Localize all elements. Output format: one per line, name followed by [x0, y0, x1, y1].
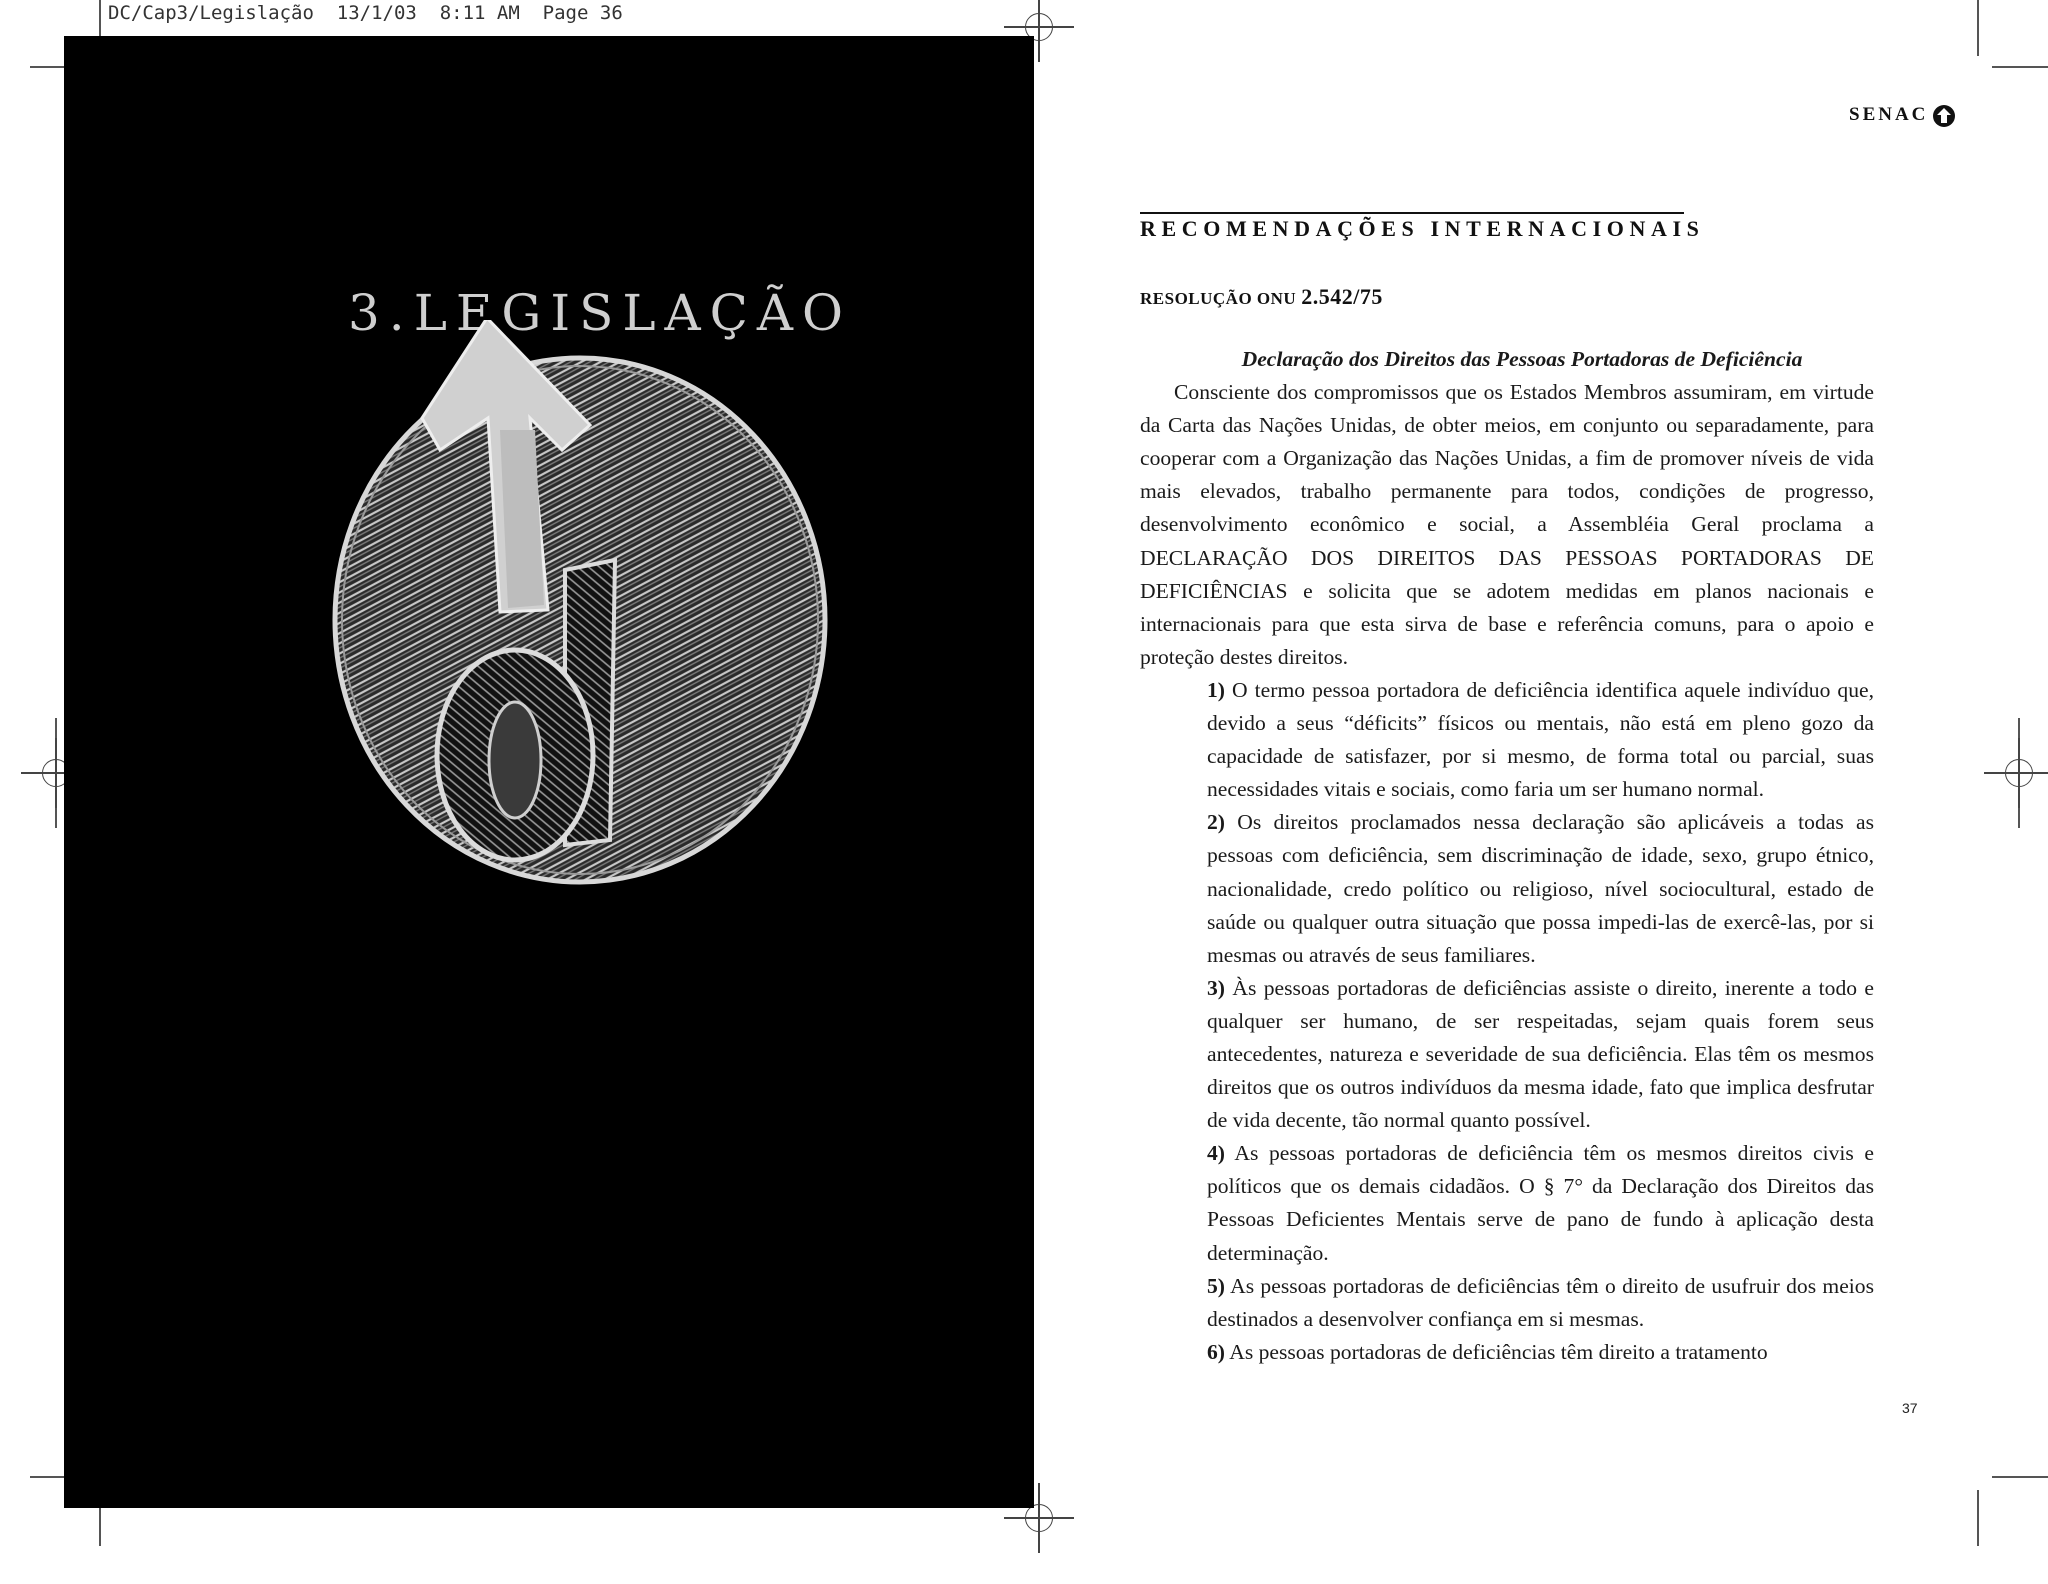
item-text: As pessoas portadoras de deficiências têm o direito de usufruir dos meios destinados a desenvolver confiança em si mesmas. [1207, 1273, 1874, 1331]
item-text: As pessoas portadoras de deficiência têm os mesmos direitos civis e políticos que os demais cidadãos. O § 7° da Declaração dos Direitos das Pessoas Deficientes Mentais serve de pano de fundo à aplicação desta determinação. [1207, 1141, 1874, 1265]
page-number: 37 [1902, 1400, 1918, 1416]
declaration-title: Declaração dos Direitos das Pessoas Portadoras de Deficiência [1241, 347, 1803, 371]
list-item [1207, 806, 1874, 971]
registration-mark-icon [2005, 759, 2033, 787]
item-number: 2) [1207, 810, 1225, 835]
resolution-heading [1140, 284, 1383, 310]
item-number: 3) [1207, 975, 1225, 1000]
section-rule [1140, 212, 1684, 214]
list-item [1207, 674, 1874, 806]
item-number: 1) [1207, 677, 1225, 702]
running-head: SENAC [1849, 104, 1929, 125]
section-title: RECOMENDAÇÕES INTERNACIONAIS [1140, 216, 1705, 241]
chapter-title: 3.LEGISLAÇÃO [348, 284, 853, 342]
print-slug: DC/Cap3/Legislação 13/1/03 8:11 AM Page 36 [108, 2, 623, 24]
intro-paragraph: Consciente dos compromissos que os Estados Membros assumiram, em virtude da Carta das Nações Unidas, de obter meios, em conjunto ou separadamente, para cooperar com a Organização das Nações Unidas, a fim de promover níveis de vida mais elevados, trabalho permanente para todos, condições de progresso, desenvolvimento econômico e social, a Assembléia Geral proclama a DECLARAÇÃO DOS DIREITOS DAS PESSOAS PORTADORAS DE DEFICIÊNCIAS e solicita que se adotem medidas em planos nacionais e internacionais para que esta sirva de base e referência comuns, para o apoio e proteção destes direitos. [1140, 380, 1874, 669]
body-text [1140, 343, 1874, 1369]
up-arrow-circle-icon [1932, 104, 1956, 128]
item-text: Os direitos proclamados nessa declaração são aplicáveis a todas as pessoas com deficiência, sem discriminação de idade, sexo, grupo étnico, nacionalidade, credo político ou religioso, nível sociocultural, estado de saúde ou qualquer outra situação que possa impedi-las de exercê-las, por si mesmas ou através de seus familiares. [1207, 810, 1874, 967]
resolution-prefix: RESOLUÇÃO ONU [1140, 289, 1297, 308]
item-number: 5) [1207, 1273, 1225, 1298]
item-text: As pessoas portadoras de deficiências têm direito a tratamento [1229, 1339, 1768, 1364]
crop-mark [1977, 1490, 1979, 1546]
crop-mark [1977, 0, 1979, 56]
list-item [1207, 972, 1874, 1137]
item-text: Às pessoas portadoras de deficiências assiste o direito, inerente a todo e qualquer ser humano, de ser respeitadas, sejam quais forem seus antecedentes, natureza e severidade de sua deficiência. Elas têm os mesmos direitos que os outros indivíduos da mesma idade, fato que implica desfrutar de vida decente, tão normal quanto possível. [1207, 975, 1874, 1133]
arrow-d-scribbled-circle-icon [330, 320, 930, 920]
item-number: 4) [1207, 1141, 1225, 1166]
list-item [1207, 1270, 1874, 1336]
resolution-number: 2.542/75 [1301, 284, 1383, 309]
crop-mark [1992, 66, 2048, 68]
list-item [1207, 1137, 1874, 1269]
registration-mark-icon [1025, 1504, 1053, 1532]
item-text: O termo pessoa portadora de deficiência identifica aquele indivíduo que, devido a seus “déficits” físicos ou mentais, não está em pleno gozo da capacidade de satisfazer, por si mesmo, de forma total ou parcial, suas necessidades vitais e sociais, como faria um ser humano normal. [1207, 677, 1874, 802]
crop-mark [1992, 1476, 2048, 1478]
list-item [1207, 1336, 1874, 1369]
item-number: 6) [1207, 1339, 1225, 1364]
